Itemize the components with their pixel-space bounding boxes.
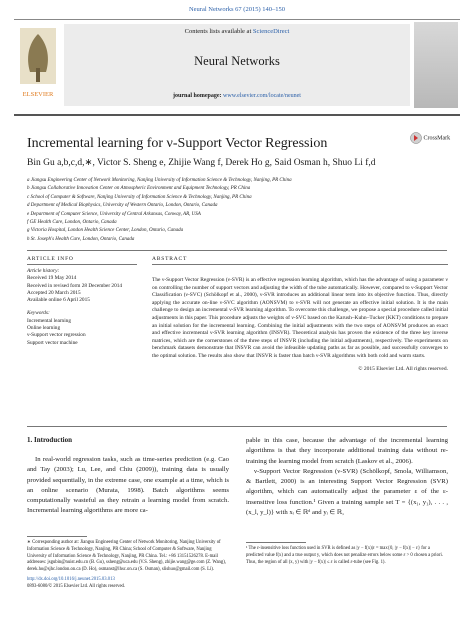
contents-line [64,28,410,35]
abstract [152,268,448,372]
footnote-left [27,540,229,591]
divider [152,264,448,265]
history-item: Available online 6 April 2015 [27,297,90,304]
affiliation-item: c School of Computer & Software, Nanjing University of Information Science & Technology, Nanjing, PR China [27,194,252,200]
keyword-item: ν-Support vector regression [27,332,86,339]
divider [27,250,447,251]
article-info [27,268,137,347]
keyword-item: Online learning [27,325,61,332]
journal-reference[interactable]: Neural Networks 67 (2015) 140–150 [188,6,286,13]
author-list: Bin Gu a,b,c,d,∗, Victor S. Sheng e, Zhijie Wang f, Derek Ho g, Said Osman h, Shuo Li f,d [27,158,376,168]
journal-header [14,19,460,116]
divider [27,426,447,427]
footnote-divider [27,536,87,537]
history-item: Received in revised form 28 December 2014 [27,282,123,289]
history-label: Article history: [27,268,60,274]
body-column-right [246,436,448,518]
history-item: Accepted 20 March 2015 [27,289,81,296]
homepage-line [64,93,410,99]
homepage-prefix: journal homepage: [173,93,224,99]
header-banner [64,24,410,106]
article-info-caption: ARTICLE INFO [27,256,74,262]
affiliation-item: d Department of Medical Biophysics, University of Western Ontario, London, Ontario, Canada [27,203,218,209]
affiliation-item: g Victoria Hospital, London Health Science Center, London, Ontario, Canada [27,228,184,234]
sciencedirect-link[interactable]: ScienceDirect [252,28,290,35]
issn-line: 0893-6080/© 2015 Elsevier Ltd. All rights reserved. [27,583,126,589]
publisher-logo-text: ELSEVIER [22,91,54,98]
affiliation-item: b Jiangsu Collaborative Innovation Center on Atmospheric Environment and Equipment Technology, PR China [27,186,251,192]
paragraph: ν-Support Vector Regression (ν-SVR) (Schölkopf, Smola, Williamson, & Bartlett, 2000) is an interesting Support Vector Regression (SVR) algorithm, which can automatically adjust the parameter ε of the ε-insensitive loss function.¹ Given a training sample set T = {(x₁, y₁), . . . , (x_l, y_l)} with xᵢ ∈ ℝᵈ and yᵢ ∈ ℝ, [246,467,448,517]
abstract-text: The ν-Support Vector Regression (ν-SVR) is an effective regression learning algorithm, which has the advantage of using a parameter ν on controlling the number of support vectors and adjusting the width of the tube automatically. However, compared to ν-Support Vector Classification (ν-SVC) (Schölkopf et al., 2000), ν-SVR introduces an additional linear term into its objective function. Thus, directly applying the accurate on-line ν-SVC algorithm (AONSVM) to ν-SVR will not generate an effective initial solution. It is the main challenge to design an incremental ν-SVR learning algorithm. To overcome this challenge, we propose a special procedure called initial adjustments in this paper. This procedure adjusts the weights of ν-SVC based on the Karush–Kuhn–Tucker (KKT) conditions to prepare an initial solution for the incremental learning. Combining the initial adjustments with the two steps of AONSVM produces an exact and effective incremental ν-SVR learning algorithm (INSVR). Theoretical analysis has proven the existence of the three key inverse matrices, which are the cornerstones of the three steps of INSVR (including the initial adjustments), respectively. The experiments on benchmark datasets demonstrate that INSVR can avoid the infeasible updating paths as far as possible, and successfully converges to the optimal solution. The results also show that INSVR is faster than batch ν-SVR algorithms with both cold and warm starts. [152,277,448,359]
affiliation-item: a Jiangsu Engineering Center of Network Monitoring, Nanjing University of Information Science & Technology, Nanjing, PR China [27,178,292,183]
affiliation-item: h St. Joseph's Health Care, London, Ontario, Canada [27,236,135,242]
paragraph: pable in this case, because the advantage of the incremental learning algorithms is that they incorporate additional training data without re-training the learning model from scratch (Laskov et al., 2006). [246,437,448,465]
affiliation-list [27,177,292,244]
corresponding-author-note: ∗ Corresponding author at: Jiangsu Engineering Center of Network Monitoring, Nanjing University of Information Science & Technology, Nanjing, PR China; School of Computer & Software, Nanjing University of Information Science & Technology, Nanjing, PR China. Tel.: +86 13151526278. E-mail addresses: jsgubin@nuist.edu.cn (B. Gu), ssheng@uca.edu (V.S. Sheng), zhijie.wang@ge.com (Z. Wang), derek.ho@sjhc.london.on.ca (D. Ho), osmanst@lhsc.on.ca (S. Osman), slishuo@gmail.com (S. Li). [27,540,226,573]
footnote-right: ¹ The ε-insensitive loss function used in SVR is defined as |y − f(x)|ε = max{0, |y − f(x)| − ε} for a predicted value f(x) and a true output y, which does not penalize errors below some ε > 0 chosen a priori. Thus, the region of all (x, y) with |y − f(x)| ≤ ε is called ε-tube (see Fig. 1). [246,546,443,565]
homepage-link[interactable]: www.elsevier.com/locate/neunet [223,93,301,99]
crossmark-label: CrossMark [423,135,451,142]
journal-title: Neural Networks [194,54,280,68]
journal-cover-image [414,22,458,108]
affiliation-item: f GE Health Care, London, Ontario, Canada [27,220,117,226]
divider [27,264,137,265]
copyright: © 2015 Elsevier Ltd. All rights reserved. [358,365,448,372]
paragraph: In real-world regression tasks, such as time-series prediction (e.g. Cao and Tay (2003); Lu, Lee, and Chiu (2009)), training data is usually provided sequentially, in the extreme case, one example at a time, which is an online scenario (Murata, 1998). Batch algorithms seems computationally wasteful as they retrain a learning model from scratch. Incremental learning algorithms are more ca- [27,456,229,515]
doi-link[interactable]: http://dx.doi.org/10.1016/j.neunet.2015.03.013 [27,576,115,582]
affiliation-item: e Department of Computer Science, University of Central Arkansas, Conway, AR, USA [27,211,201,217]
section-heading: 1. Introduction [27,436,72,444]
keywords-label: Keywords: [27,310,50,317]
contents-prefix: Contents lists available at [184,28,253,35]
elsevier-logo [16,24,60,106]
keyword-item: Incremental learning [27,317,71,324]
paper-title: Incremental learning for ν-Support Vector Regression [27,136,328,151]
footnote-divider [246,542,306,543]
crossmark-icon [410,132,422,144]
history-item: Received 19 May 2014 [27,275,77,282]
keyword-item: Support vector machine [27,339,78,346]
body-column-left [27,455,229,517]
crossmark-badge[interactable] [410,132,458,150]
abstract-caption: ABSTRACT [152,256,188,262]
